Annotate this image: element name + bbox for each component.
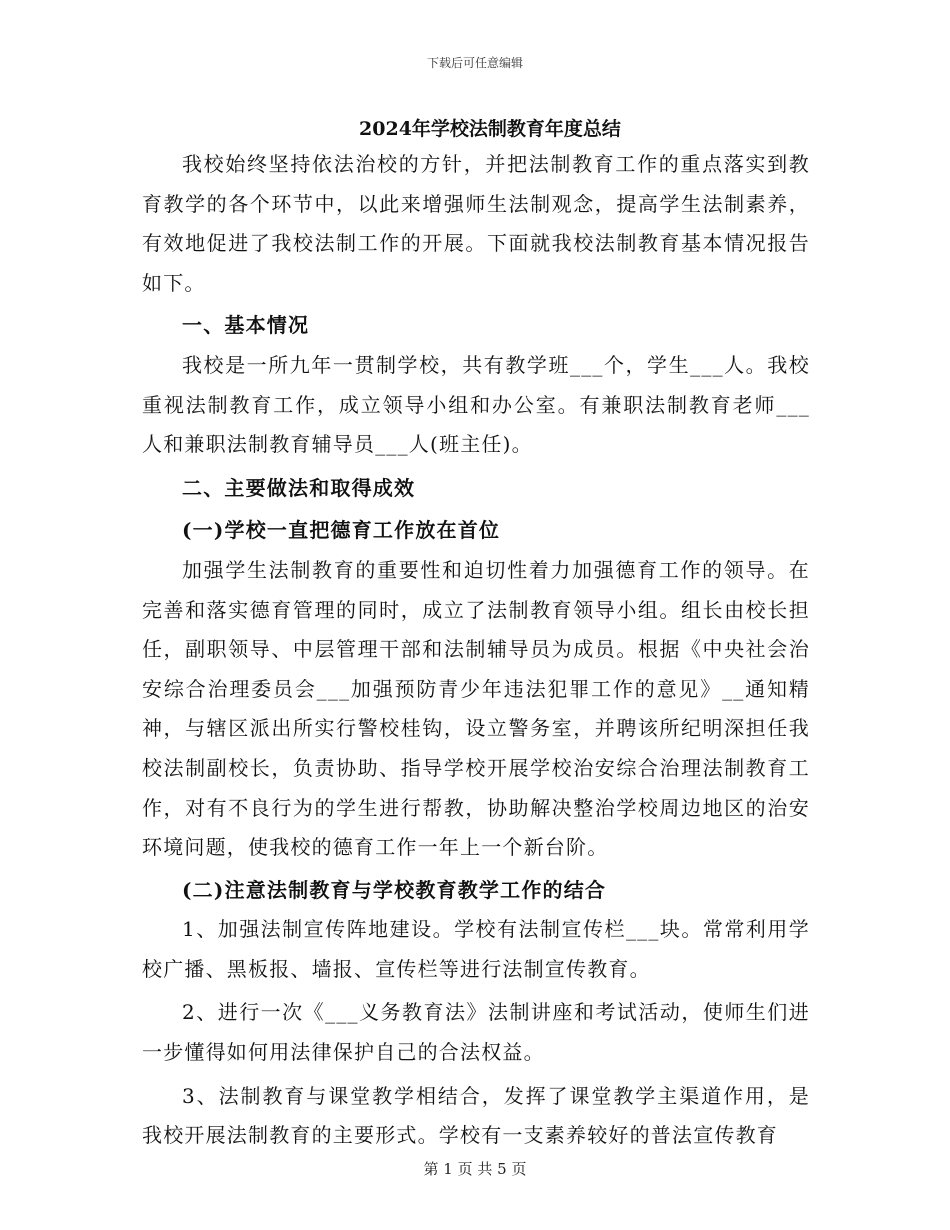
subsection-heading-1: (一)学校一直把德育工作放在首位: [182, 518, 501, 543]
document-title: 2024年学校法制教育年度总结: [359, 118, 621, 140]
paragraph-item-1: 1、加强法制宣传阵地建设。学校有法制宣传栏___块。常常利用学校广播、黑板报、墙报、宣传栏等进行法制宣传教育。: [142, 917, 810, 981]
paragraph-moral-education: 加强学生法制教育的重要性和迫切性着力加强德育工作的领导。在完善和落实德育管理的同时，成立了法制教育领导小组。组长由校长担任，副职领导、中层管理干部和法制辅导员为成员。根据《中央社会治安综合治理委员会___加强预防青少年违法犯罪工作的意见》__通知精神，与辖区派出所实行警校桂钩，设立警务室，并聘该所纪明深担任我校法制副校长，负责协助、指导学校开展学校治安综合治理法制教育工作，对有不良行为的学生进行帮教，协助解决整治学校周边地区的治安环境问题，使我校的德育工作一年上一个新台阶。: [142, 557, 810, 860]
paragraph-item-2: 2、进行一次《___义务教育法》法制讲座和考试活动，使师生们进一步懂得如何用法律保护自己的合法权益。: [142, 1000, 810, 1065]
paragraph-basic: 我校是一所九年一贯制学校，共有教学班___个，学生___人。我校重视法制教育工作，成立领导小组和办公室。有兼职法制教育老师___人和兼职法制教育辅导员___人(班主任)。: [142, 352, 810, 457]
document-body: [142, 145, 810, 1156]
subsection-heading-2: (二)注意法制教育与学校教育教学工作的结合: [182, 877, 607, 902]
page-header: 下载后可任意编辑: [426, 56, 523, 70]
section-heading-practices: 二、主要做法和取得成效: [182, 475, 416, 500]
paragraph-item-3: 3、法制教育与课堂教学相结合，发挥了课堂教学主渠道作用，是我校开展法制教育的主要形式。学校有一支素养较好的普法宣传教育: [142, 1083, 810, 1148]
section-heading-basic: 一、基本情况: [182, 313, 310, 338]
paragraph-intro: 我校始终坚持依法治校的方针，并把法制教育工作的重点落实到教育教学的各个环节中，以此来增强师生法制观念，提高学生法制素养，有效地促进了我校法制工作的开展。下面就我校法制教育基本情况报告如下。: [142, 152, 810, 295]
page-footer: 第 1 页 共 5 页: [423, 1160, 527, 1178]
